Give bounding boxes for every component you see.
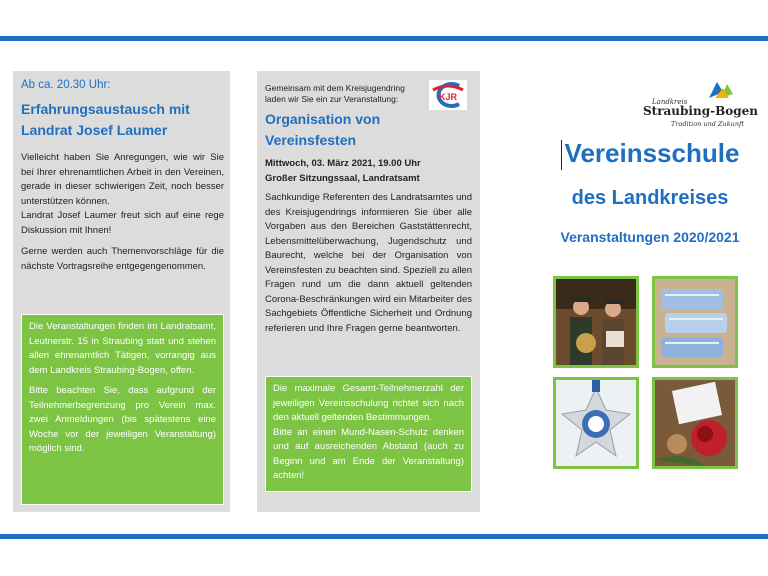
pre-title: Ab ca. 20.30 Uhr: — [21, 79, 111, 91]
paragraph: Gerne werden auch Themenvorschläge für die nächste Vortragsreihe entgegengenommen. — [21, 246, 224, 272]
event-datetime: Mittwoch, 03. März 2021, 19.00 Uhr — [265, 158, 421, 169]
landkreis-emblem-icon — [701, 80, 741, 100]
text-cursor — [561, 140, 562, 170]
masks-photo — [652, 276, 738, 368]
event-location: Großer Sitzungssaal, Landratsamt — [265, 173, 420, 184]
info-text: Bitte beachten Sie, dass aufgrund der Teilnehmerbegrenzung pro Verein max. zwei Anmeldungen (bis spätestens eine Woche vor der jeweiligen Veranstaltung) möglich sind. — [29, 385, 216, 454]
logo-tagline: Tradition und Zukunft — [671, 120, 745, 128]
musicians-photo — [553, 276, 639, 368]
info-text: Bitte an einen Mund-Nasen-Schutz denken und auf ausreichenden Abstand (auch zu Beginn und am Ende der Veranstaltung) achten! — [273, 426, 464, 481]
subtitle: des Landkreises — [571, 187, 729, 209]
info-text: Die Veranstaltungen finden im Landratsamt, Leutnerstr. 15 in Straubing statt und stehen allen ehrenamtlich Tätigen, vorrangig aus dem Landkreis Straubing-Bogen, offen. — [29, 321, 216, 376]
panel-title: Erfahrungsaustausch mit Landrat Josef Laumer — [21, 101, 190, 138]
season-title: Veranstaltungen 2020/2021 — [560, 229, 740, 245]
panel-vereinsfeste — [257, 71, 480, 512]
paragraph: Vielleicht haben Sie Anregungen, wie wir Sie bei Ihrer ehrenamtlichen Arbeit in den Vereinen, gerade in dieser schwierigen Zeit, noch besser unterstützen können. — [21, 152, 224, 207]
kjr-logo-icon — [429, 80, 467, 110]
svg-text:KJR: KJR — [438, 92, 458, 102]
paragraph: Sachkundige Referenten des Landratsamtes und des Kreisjugendrings informieren Sie über alle Vorgaben aus den Bereichen Gaststättenrecht, Lebensmittelüberwachung, Jugendschutz und Baurecht, welche bei der Organisation von Vereinsfesten zu beachten sind. Speziell zu allen Fragen rund um die dann aktuell geltenden Corona-Beschränkungen wird ein Mitarbeiter des Sachgebiets Öffentliche Sicherheit und Ordnung referieren und Ihre Fragen gerne beantworten. — [265, 192, 472, 334]
panel-title: Organisation von Vereinsfesten — [265, 111, 381, 148]
main-title — [540, 138, 760, 170]
logo-name: Straubing-Bogen — [643, 104, 758, 118]
info-box-participants — [265, 376, 472, 492]
info-text: Die maximale Gesamt-Teilnehmerzahl der jeweiligen Vereinsschulung richtet sich nach den aktuell geltenden Bestimmungen. — [273, 383, 464, 423]
info-box-venue — [21, 314, 224, 505]
landkreis-logo — [643, 80, 758, 130]
flowers-photo — [652, 377, 738, 469]
logo-small-text: Landkreis — [652, 98, 688, 106]
intro-text: Gemeinsam mit dem Kreisjugendring laden wir Sie ein zur Veranstaltung: — [265, 83, 405, 104]
main-title-text: Vereinsschule — [564, 138, 740, 168]
bottom-blue-band — [0, 534, 768, 539]
paragraph: Landrat Josef Laumer freut sich auf eine rege Diskussion mit Ihnen! — [21, 210, 224, 236]
panel-erfahrungsaustausch — [13, 71, 230, 512]
top-blue-band — [0, 36, 768, 41]
event-date — [265, 156, 475, 186]
medal-photo — [553, 377, 639, 469]
